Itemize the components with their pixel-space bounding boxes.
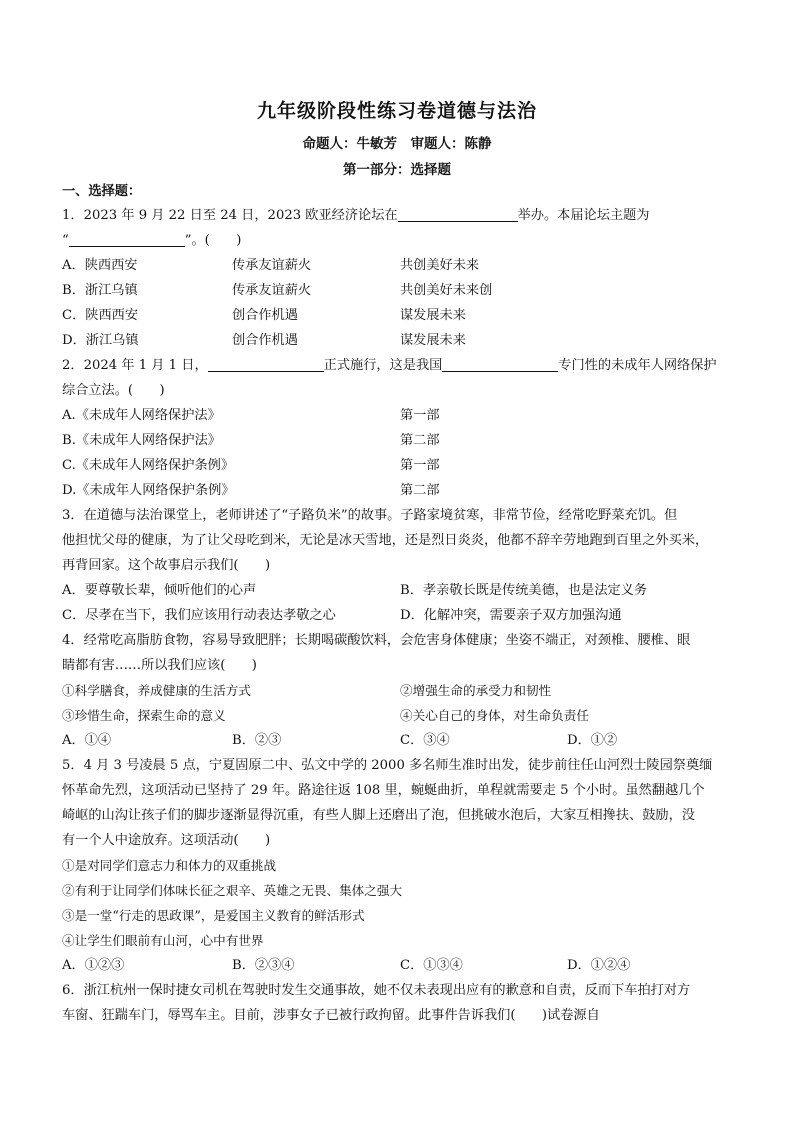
q2-option-d-law: D.《未成年人网络保护条例》 xyxy=(62,483,235,498)
q5-item-2: ②有利于让同学们体味长征之艰辛、英雄之无畏、集体之强大 xyxy=(62,883,403,898)
q2-text-c: 专门性的未成年人网络保护 xyxy=(558,358,717,373)
q4-option-b: B．②③ xyxy=(232,733,282,748)
q5-stem-line4: 有一个人中途放弃。这项活动( ) xyxy=(62,833,271,848)
q1-text-a: 1．2023 年 9 月 22 日至 24 日，2023 欧亚经济论坛在 xyxy=(62,208,398,223)
q5-option-c: C．①③④ xyxy=(400,958,463,973)
q4-stem-line2: 睛都有害……所以我们应该( ) xyxy=(62,658,257,673)
q1-stem-line2 xyxy=(62,231,241,251)
q2-option-c-law: C.《未成年人网络保护条例》 xyxy=(62,458,235,473)
q3-stem-line1: 3．在道德与法治课堂上，老师讲述了“子路负米”的故事。子路家境贫寒，非常节俭，经常吃野菜充饥。但 xyxy=(62,508,678,523)
q1-text-b: 举办。本届论坛主题为 xyxy=(517,208,650,223)
q5-option-b: B．②③④ xyxy=(232,958,295,973)
q1-text-d: ”。( ) xyxy=(184,233,242,248)
q5-item-1: ①是对同学们意志力和体力的双重挑战 xyxy=(62,858,277,873)
q3-option-c: C．尽孝在当下，我们应该用行动表达孝敬之心 xyxy=(62,608,336,623)
q1-option-d-theme1: 创合作机遇 xyxy=(232,333,298,348)
exam-title: 九年级阶段性练习卷道德与法治 xyxy=(256,100,537,122)
q4-item-3: ③珍惜生命，探索生命的意义 xyxy=(62,708,226,723)
q2-blank-2 xyxy=(442,357,558,372)
q1-option-b-theme1: 传承友谊薪火 xyxy=(232,283,312,298)
q2-stem-line2: 综合立法。( ) xyxy=(62,383,165,398)
q6-stem-line1: 6．浙江杭州一保时捷女司机在驾驶时发生交通事故，她不仅未表现出应有的歉意和自责，反而下车拍打对方 xyxy=(62,983,691,998)
q5-option-a: A．①②③ xyxy=(62,958,125,973)
q2-option-c-order: 第一部 xyxy=(400,458,440,473)
q4-item-4: ④关心自己的身体，对生命负责任 xyxy=(400,708,589,723)
q1-blank-2 xyxy=(69,232,185,247)
q3-option-d: D．化解冲突，需要亲子双方加强沟通 xyxy=(400,608,622,623)
q4-stem-line1: 4．经常吃高脂肪食物，容易导致肥胖；长期喝碳酸饮料，会危害身体健康；坐姿不端正，对颈椎、腰椎、眼 xyxy=(62,633,691,648)
q1-option-b-place: B．浙江乌镇 xyxy=(62,283,138,298)
q1-stem-line1 xyxy=(62,206,650,226)
q3-option-a: A．要尊敬长辈，倾听他们的心声 xyxy=(62,583,257,598)
q4-item-1: ①科学膳食，养成健康的生活方式 xyxy=(62,683,251,698)
q5-option-d: D．①②④ xyxy=(567,958,631,973)
q5-item-3: ③是一堂“行走的思政课”，是爱国主义教育的鲜活形式 xyxy=(62,908,365,923)
q4-item-2: ②增强生命的承受力和韧性 xyxy=(400,683,552,698)
q4-option-d: D．①② xyxy=(567,733,618,748)
q4-option-a: A．①④ xyxy=(62,733,112,748)
q1-option-c-place: C．陕西西安 xyxy=(62,308,139,323)
q1-text-c: “ xyxy=(62,233,69,248)
q3-stem-line3: 再背回家。这个故事启示我们( ) xyxy=(62,558,271,573)
q1-option-d-place: D．浙江乌镇 xyxy=(62,333,139,348)
q2-blank-1 xyxy=(208,357,324,372)
q2-text-a: 2．2024 年 1 月 1 日， xyxy=(62,358,208,373)
q2-option-d-order: 第二部 xyxy=(400,483,440,498)
part-heading: 第一部分：选择题 xyxy=(343,162,451,178)
q2-option-b-order: 第二部 xyxy=(400,433,440,448)
q4-option-c: C．③④ xyxy=(400,733,450,748)
q6-stem-line2: 车窗、狂踹车门，辱骂车主。目前，涉事女子已被行政拘留。此事件告诉我们( )试卷源自 xyxy=(62,1008,600,1023)
q5-stem-line1: 5．4 月 3 号凌晨 5 点，宁夏固原二中、弘文中学的 2000 多名师生准时出发，徒步前往任山河烈士陵园祭奠缅 xyxy=(62,758,713,773)
q2-text-b: 正式施行，这是我国 xyxy=(323,358,443,373)
section-heading: 一、选择题： xyxy=(62,184,142,199)
q1-option-a-theme2: 共创美好未来 xyxy=(400,258,480,273)
q3-option-b: B．孝亲敬长既是传统美德，也是法定义务 xyxy=(400,583,648,598)
q2-stem-line1 xyxy=(62,356,717,376)
q1-option-d-theme2: 谋发展未来 xyxy=(400,333,466,348)
q1-option-a-place: A．陕西西安 xyxy=(62,258,138,273)
q3-stem-line2: 他担忧父母的健康，为了让父母吃到米，无论是冰天雪地，还是烈日炎炎，他都不辞辛劳地跑到百里之外买米， xyxy=(62,533,709,548)
q5-item-4: ④让学生们眼前有山河，心中有世界 xyxy=(62,933,264,948)
q2-option-b-law: B.《未成年人网络保护法》 xyxy=(62,433,221,448)
q5-stem-line3: 崎岖的山沟让孩子们的脚步逐渐显得沉重，有些人脚上还磨出了泡，但挑破水泡后，大家互相搀扶、鼓励，没 xyxy=(62,808,695,823)
q2-option-a-order: 第一部 xyxy=(400,408,440,423)
q2-option-a-law: A.《未成年人网络保护法》 xyxy=(62,408,221,423)
q5-stem-line2: 怀革命先烈，这项活动已坚持了 29 年。路途往返 108 里，蜿蜒曲折，单程就需要走 5 个小时。虽然翻越几个 xyxy=(62,783,705,798)
q1-option-a-theme1: 传承友谊薪火 xyxy=(232,258,312,273)
q1-option-c-theme1: 创合作机遇 xyxy=(232,308,298,323)
exam-authors: 命题人：牛敏芳 审题人：陈静 xyxy=(302,136,492,152)
q1-option-b-theme2: 共创美好未来创 xyxy=(400,283,493,298)
q1-blank-1 xyxy=(398,207,518,222)
q1-option-c-theme2: 谋发展未来 xyxy=(400,308,466,323)
